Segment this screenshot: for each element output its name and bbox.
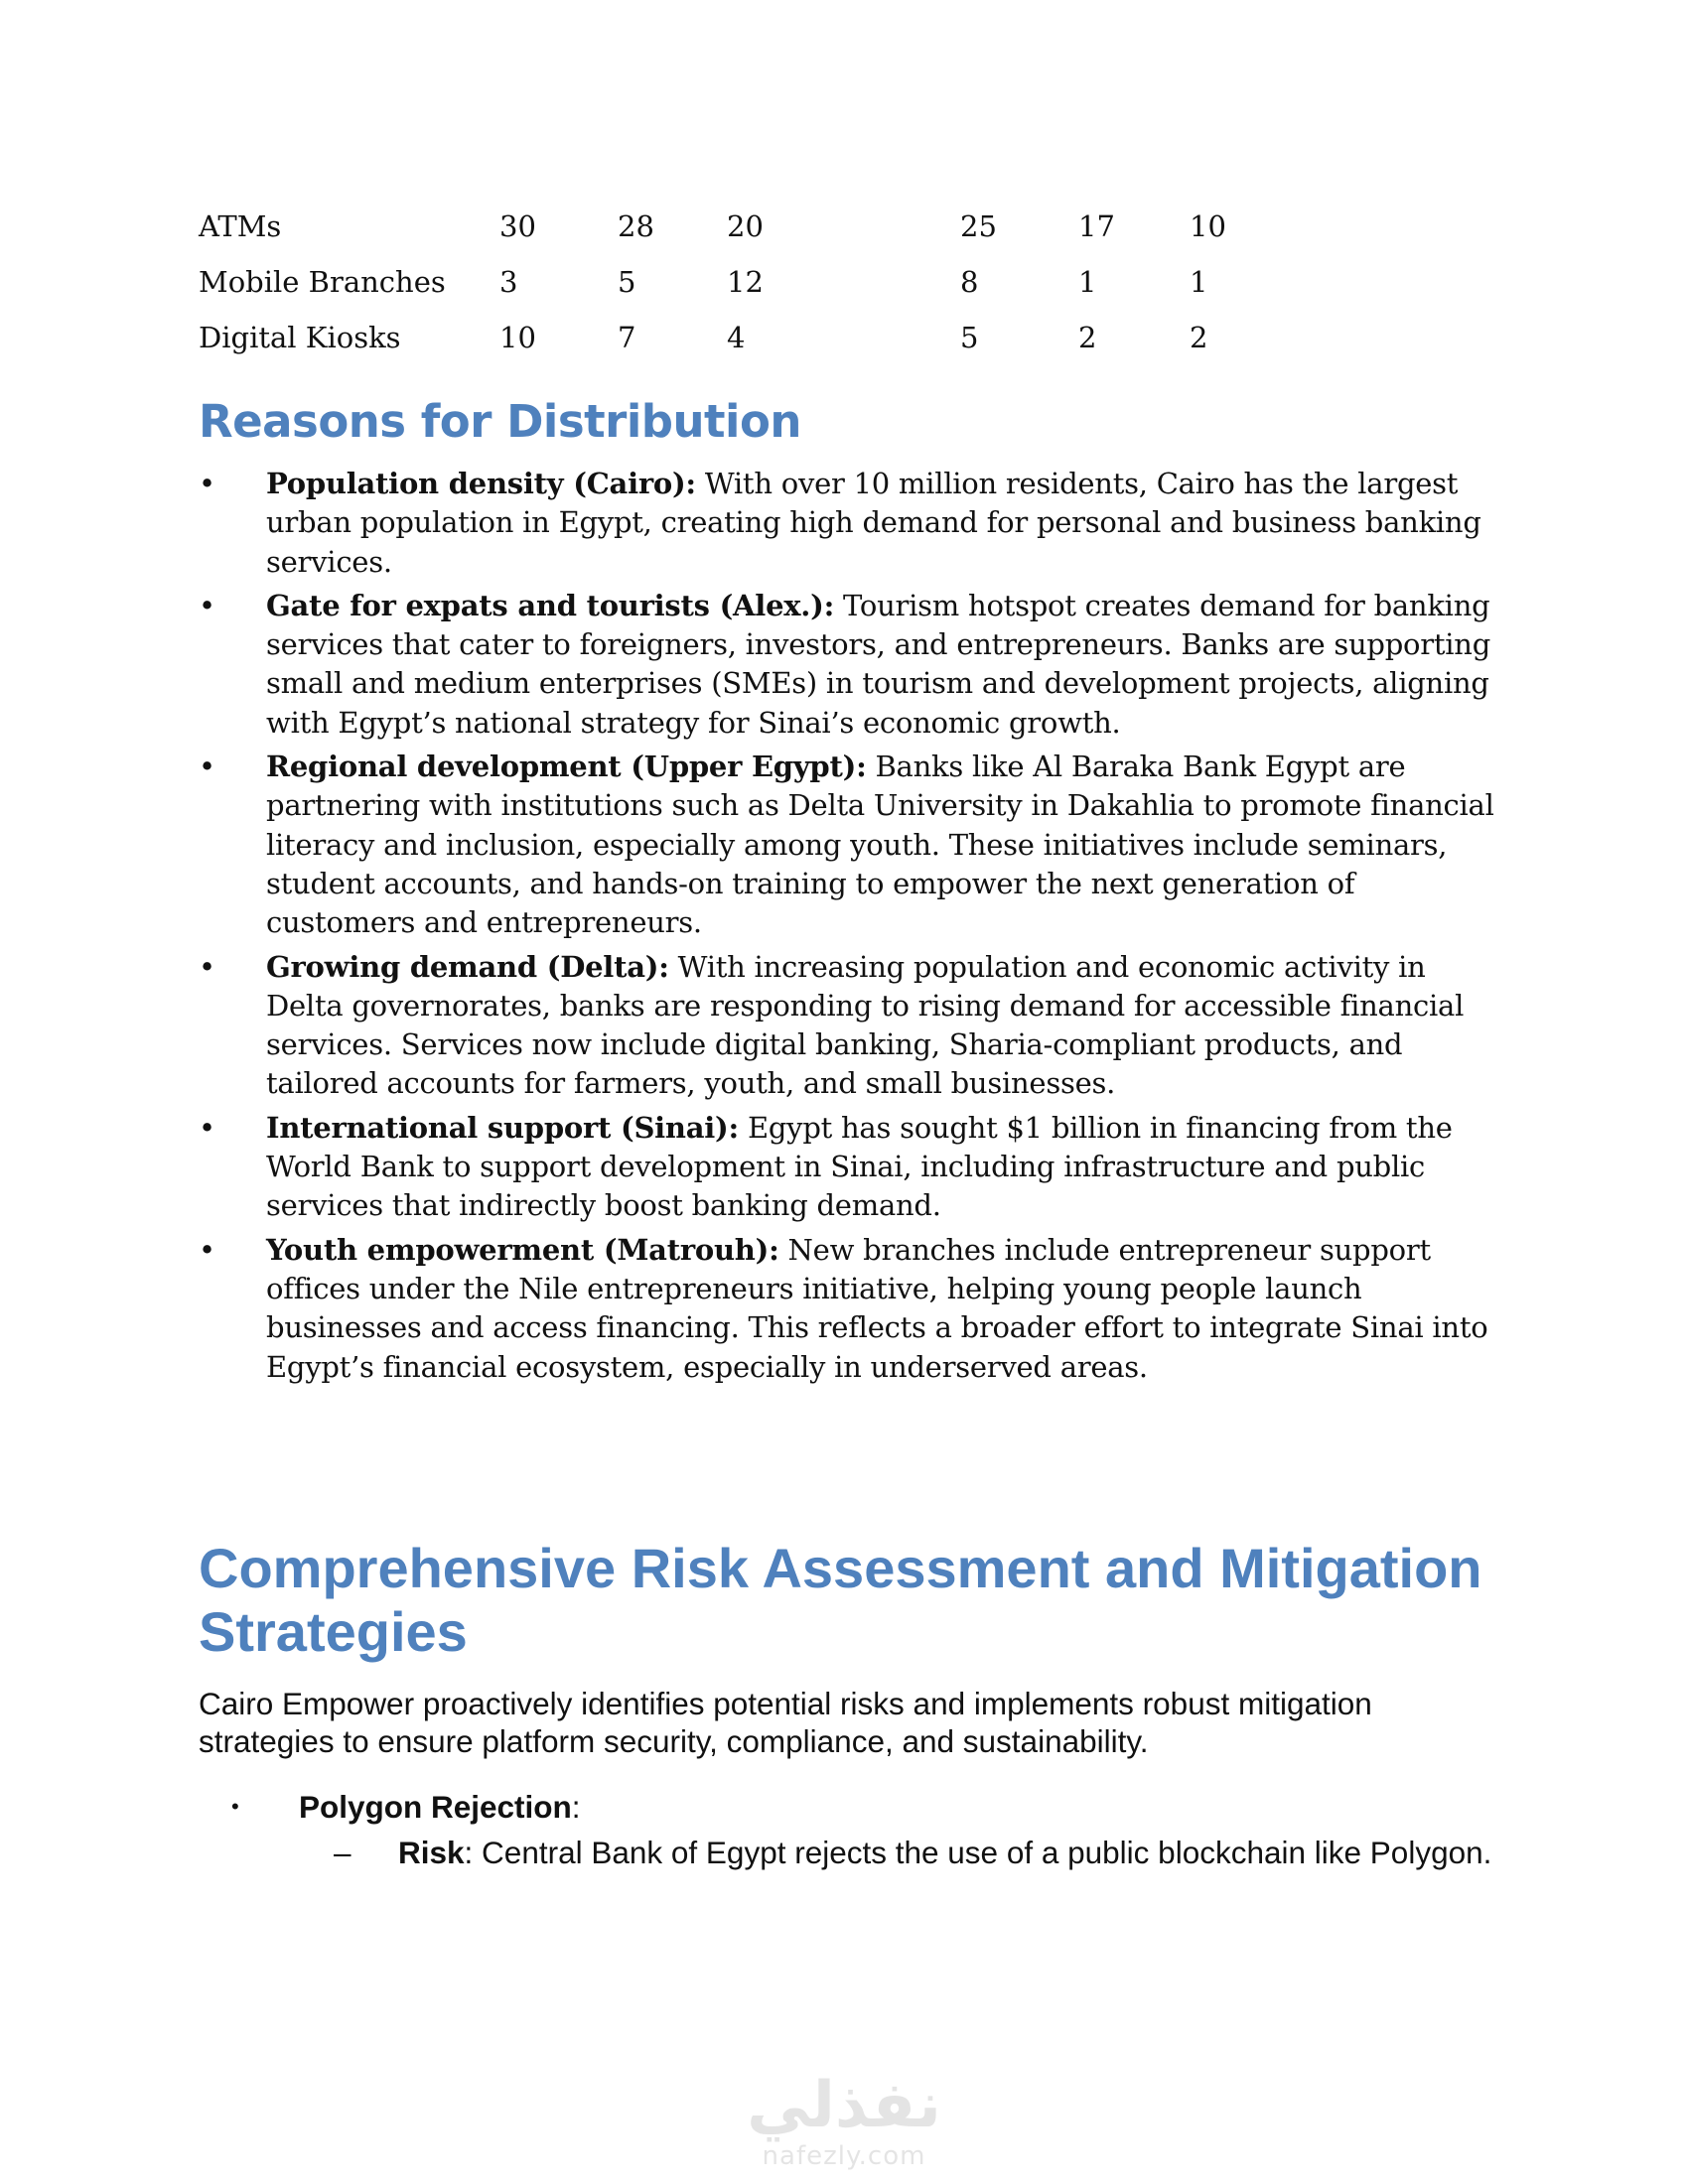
list-item (199, 587, 1499, 743)
section-heading: Reasons for Distribution (199, 395, 801, 448)
bullet: • (199, 949, 215, 984)
list-item (199, 1109, 1499, 1226)
risk-list (231, 1788, 1522, 1871)
item-title: International support (Sinai): (266, 1110, 739, 1145)
item-title: Youth empowerment (Matrouh): (266, 1232, 779, 1267)
item-text: Banks like Al Baraka Bank Egypt are partnering with institutions such as Delta University in Dakahlia to promote financial literacy and inclusion, especially among youth. These initiatives include seminars, student accounts, and hands-on training to empower the next generation of customers and entrepreneurs. (266, 750, 1494, 940)
item-title: Growing demand (Delta): (266, 949, 669, 984)
table-cell: 4 (727, 321, 746, 354)
table-cell: 5 (618, 265, 636, 299)
row-label: Digital Kiosks (199, 321, 401, 354)
item-text: With increasing population and economic activity in Delta governorates, banks are responding to rising demand for accessible financial services. Services now include digital banking, Sharia-compliant products, and tailored accounts for farmers, youth, and small businesses. (266, 949, 1465, 1101)
table-cell: 12 (727, 265, 764, 299)
table-cell: 1 (1190, 265, 1208, 299)
bullet: • (199, 750, 215, 784)
list-item (199, 1231, 1499, 1387)
list-item (199, 748, 1499, 942)
item-text: Tourism hotspot creates demand for banking services that cater to foreigners, investors, and entrepreneurs. Banks are supporting small and medium enterprises (SMEs) in tourism and development projects, aligning with Egypt’s national strategy for Sinai’s economic growth. (266, 588, 1491, 740)
table-cell: 10 (1190, 209, 1226, 243)
risk-item-title: Polygon Rejection (299, 1789, 572, 1825)
risk-sub-list (299, 1834, 1522, 1871)
table-row (199, 254, 1249, 310)
table-cell: 3 (499, 265, 518, 299)
risk-sub-text: : Central Bank of Egypt rejects the use of a public blockchain like Polygon. (464, 1835, 1492, 1870)
reasons-list (199, 465, 1499, 1392)
risk-sub-item (299, 1834, 1522, 1871)
table-cell: 1 (1078, 265, 1097, 299)
table-cell: 28 (618, 209, 654, 243)
risk-item (231, 1788, 1522, 1871)
table-cell: 5 (960, 321, 979, 354)
row-label: ATMs (199, 209, 282, 243)
table-cell: 30 (499, 209, 536, 243)
distribution-table (199, 199, 1249, 365)
table-cell: 17 (1078, 209, 1115, 243)
risk-item-suffix: : (571, 1789, 581, 1825)
table-row (199, 310, 1249, 365)
table-row (199, 199, 1249, 254)
table-cell: 10 (499, 321, 536, 354)
bullet: • (199, 588, 215, 622)
item-text: Egypt has sought $1 billion in financing from the World Bank to support development in Sinai, including infrastructure and public services that indirectly boost banking demand. (266, 1110, 1453, 1223)
list-item (199, 948, 1499, 1104)
table-cell: 2 (1190, 321, 1208, 354)
row-label: Mobile Branches (199, 265, 446, 299)
item-text: New branches include entrepreneur support offices under the Nile entrepreneurs initiative, helping young people launch businesses and access financing. This reflects a broader effort to integrate Sinai into Egypt’s financial ecosystem, especially in underserved areas. (266, 1232, 1488, 1384)
risk-sub-title: Risk (398, 1835, 465, 1870)
watermark (735, 2070, 953, 2171)
intro-paragraph: Cairo Empower proactively identifies potential risks and implements robust mitigation strategies to ensure platform security, compliance, and sustainability. (199, 1686, 1372, 1759)
dash: – (334, 1835, 352, 1870)
bullet: • (199, 1232, 215, 1267)
watermark-logo: نفذلي (747, 2069, 941, 2142)
watermark-text: nafezly.com (762, 2141, 926, 2171)
item-text: With over 10 million residents, Cairo has the largest urban population in Egypt, creating high demand for personal and business banking services. (266, 467, 1481, 579)
table-cell: 25 (960, 209, 997, 243)
bullet: • (199, 1110, 215, 1145)
risk-heading: Comprehensive Risk Assessment and Mitigation Strategies (199, 1537, 1482, 1663)
table-cell: 8 (960, 265, 979, 299)
item-title: Regional development (Upper Egypt): (266, 750, 867, 784)
table-cell: 7 (618, 321, 636, 354)
bullet: • (199, 467, 215, 500)
table-cell: 2 (1078, 321, 1097, 354)
table-cell: 20 (727, 209, 764, 243)
item-title: Population density (Cairo): (266, 467, 696, 500)
list-item (199, 465, 1499, 582)
bullet: • (231, 1794, 239, 1819)
item-title: Gate for expats and tourists (Alex.): (266, 588, 835, 622)
